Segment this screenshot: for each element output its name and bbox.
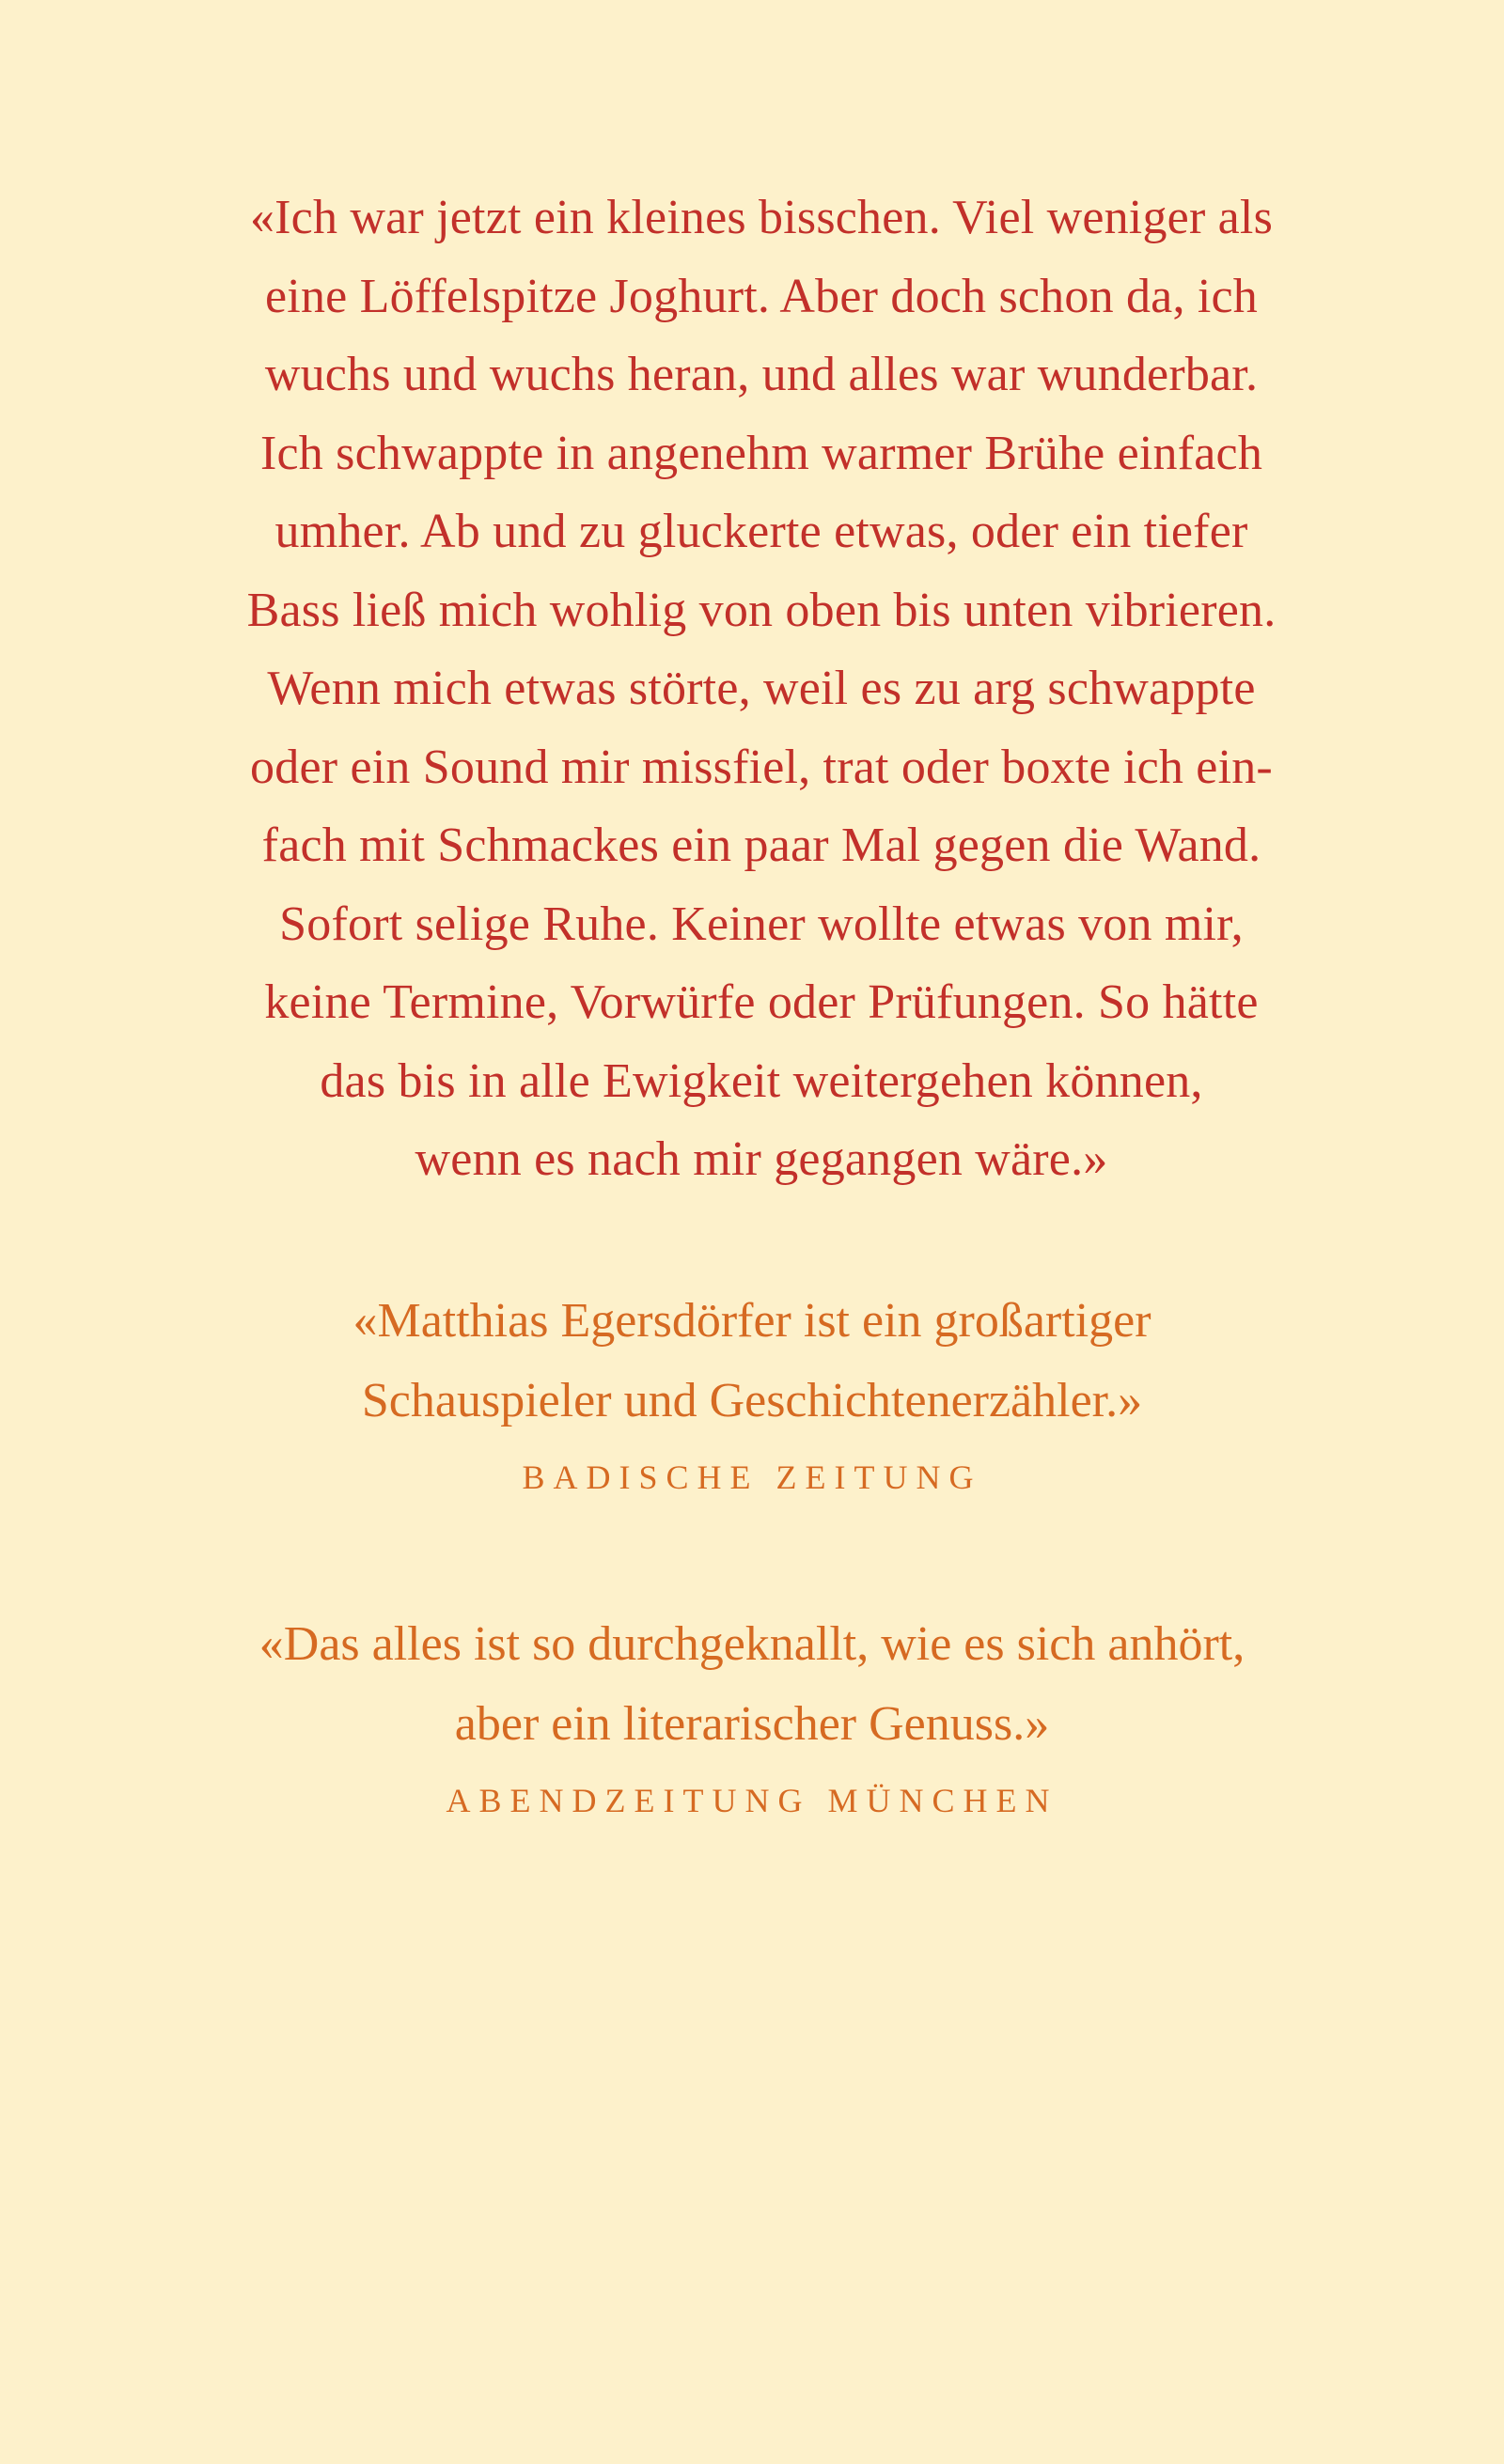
excerpt-line: fach mit Schmackes ein paar Mal gegen die Wand.: [261, 819, 1261, 872]
review-source: BADISCHE ZEITUNG: [522, 1458, 982, 1496]
book-excerpt: [188, 179, 1335, 1199]
excerpt-line: Wenn mich etwas störte, weil es zu arg schwappte: [267, 662, 1256, 715]
excerpt-line: das bis in alle Ewigkeit weitergehen können,: [320, 1053, 1203, 1108]
press-review-abendzeitung: [0, 1604, 1504, 1824]
review-quote-line: Schauspieler und Geschichtenerzähler.»: [361, 1374, 1143, 1427]
press-review-badische-zeitung: [0, 1281, 1504, 1501]
review-quote: [0, 1604, 1504, 1764]
excerpt-line: Bass ließ mich wohlig von oben bis unten vibrieren.: [246, 583, 1277, 637]
excerpt-line: Sofort selige Ruhe. Keiner wollte etwas von mir,: [279, 897, 1244, 951]
review-quote-line: «Das alles ist so durchgeknallt, wie es sich anhört,: [258, 1617, 1246, 1671]
review-quote-line: aber ein literarischer Genuss.»: [454, 1697, 1050, 1751]
excerpt-line: oder ein Sound mir missfiel, trat oder boxte ich ein-: [250, 740, 1273, 794]
excerpt-line: «Ich war jetzt ein kleines bisschen. Viel weniger als: [249, 191, 1274, 244]
review-quote-line: «Matthias Egersdörfer ist ein großartiger: [352, 1294, 1152, 1348]
excerpt-line: wuchs und wuchs heran, und alles war wunderbar.: [264, 348, 1259, 401]
excerpt-line: Ich schwappte in angenehm warmer Brühe einfach: [259, 426, 1263, 480]
review-quote: [0, 1281, 1504, 1441]
excerpt-line: umher. Ab und zu gluckerte etwas, oder ein tiefer: [274, 505, 1248, 558]
excerpt-line: eine Löffelspitze Joghurt. Aber doch schon da, ich: [265, 269, 1258, 323]
excerpt-line: keine Termine, Vorwürfe oder Prüfungen. So hätte: [264, 975, 1259, 1029]
review-source: ABENDZEITUNG MÜNCHEN: [446, 1782, 1058, 1819]
excerpt-line: wenn es nach mir gegangen wäre.»: [415, 1132, 1108, 1186]
